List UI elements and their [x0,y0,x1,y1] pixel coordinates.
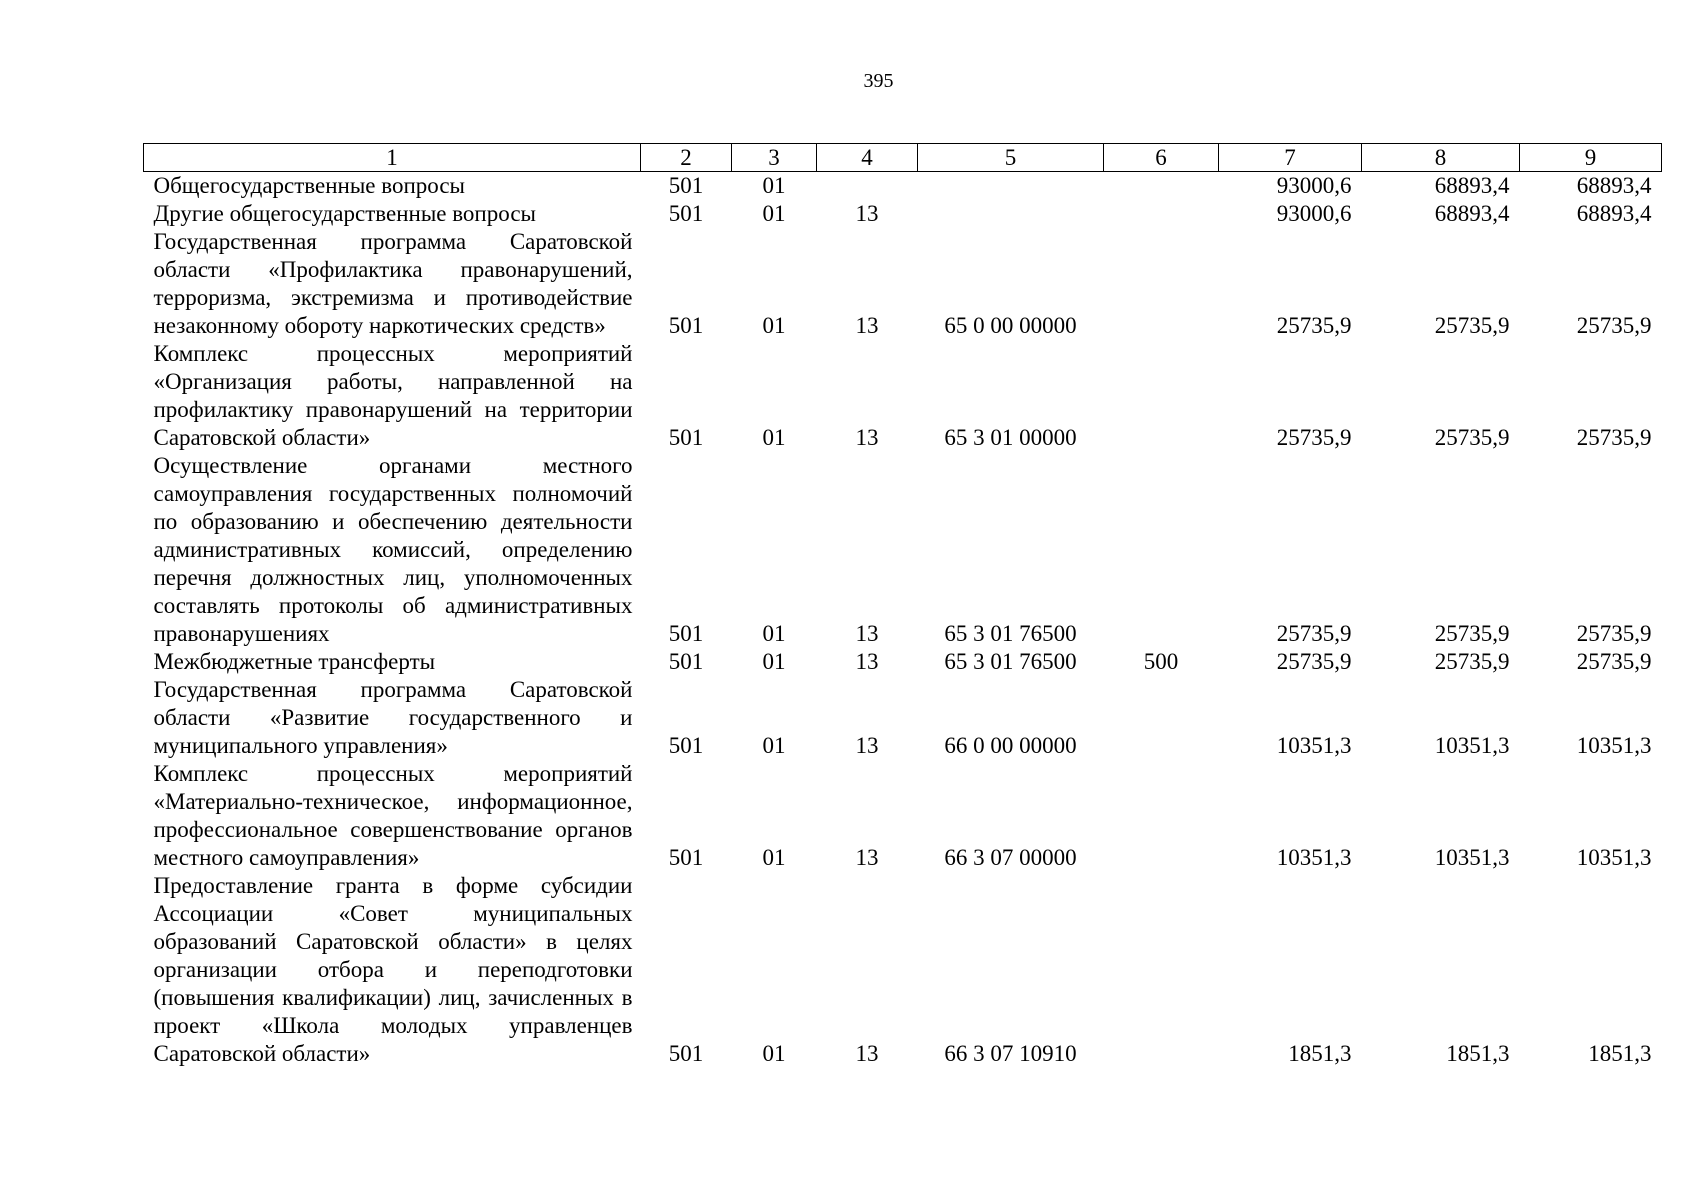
cell-col-4: 13 [855,1041,879,1066]
cell-col-4: 13 [855,425,879,450]
cell-col-6 [1104,872,1219,1068]
cell-col-3: 01 [762,621,786,646]
cell-col-8: 25735,9 [1434,649,1510,674]
cell-col-3: 01 [762,201,786,226]
cell-col-9: 25735,9 [1576,425,1652,450]
cell-col-9: 68893,4 [1576,173,1652,198]
column-header-4: 4 [817,144,918,172]
cell-col-7: 25735,9 [1276,425,1352,450]
cell-col-5: 65 3 01 76500 [944,621,1077,646]
cell-col-8: 68893,4 [1434,201,1510,226]
row-name: Другие общегосударственные вопросы [153,201,536,226]
row-name: Общегосударственные вопросы [153,173,465,198]
table-row [144,340,1662,452]
row-name: Осуществление органами местного самоуправления государственных полномочий по образованию и обеспечению деятельности административных комиссий, определению перечня должностных лиц, уполномоченных составлять протоколы об административных правонарушениях [153,453,633,646]
cell-col-6 [1104,452,1219,648]
column-header-5: 5 [918,144,1104,172]
row-name: Государственная программа Саратовской области «Развитие государственного и муниципального управления» [153,677,633,758]
cell-col-5: 65 3 01 76500 [944,649,1077,674]
cell-col-7: 10351,3 [1276,845,1352,870]
cell-col-8: 25735,9 [1434,621,1510,646]
cell-col-3: 01 [762,1041,786,1066]
cell-col-2: 501 [668,425,704,450]
cell-col-3: 01 [762,173,786,198]
budget-table [143,143,1662,1068]
column-header-6: 6 [1104,144,1219,172]
column-header-3: 3 [732,144,817,172]
cell-col-5: 65 3 01 00000 [944,425,1077,450]
cell-col-8: 25735,9 [1434,425,1510,450]
cell-col-8: 10351,3 [1434,733,1510,758]
cell-col-4 [817,172,918,201]
cell-col-8: 1851,3 [1446,1041,1510,1066]
cell-col-9: 25735,9 [1576,313,1652,338]
cell-col-9: 25735,9 [1576,649,1652,674]
table-row [144,200,1662,228]
cell-col-9: 1851,3 [1588,1041,1652,1066]
cell-col-3: 01 [762,845,786,870]
cell-col-6 [1104,228,1219,340]
cell-col-4: 13 [855,621,879,646]
cell-col-2: 501 [668,313,704,338]
cell-col-5: 66 3 07 00000 [944,845,1077,870]
table-row [144,452,1662,648]
cell-col-7: 93000,6 [1276,173,1352,198]
cell-col-8: 25735,9 [1434,313,1510,338]
page-number: 395 [863,70,894,92]
row-name: Предоставление гранта в форме субсидии Ассоциации «Совет муниципальных образований Саратовской области» в целях организации отбора и переподготовки (повышения квалификации) лиц, зачисленных в проект «Школа молодых управленцев Саратовской области» [153,873,633,1066]
cell-col-6 [1104,760,1219,872]
cell-col-7: 25735,9 [1276,313,1352,338]
cell-col-5: 66 3 07 10910 [944,1041,1077,1066]
cell-col-9: 68893,4 [1576,201,1652,226]
row-name: Комплекс процессных мероприятий «Организация работы, направленной на профилактику правонарушений на территории Саратовской области» [153,341,633,450]
column-header-9: 9 [1520,144,1662,172]
table-row [144,872,1662,1068]
table-header [144,144,1662,172]
cell-col-7: 25735,9 [1276,649,1352,674]
column-header-7: 7 [1219,144,1362,172]
cell-col-7: 1851,3 [1288,1041,1352,1066]
cell-col-7: 93000,6 [1276,201,1352,226]
table-body [144,172,1662,1069]
cell-col-6: 500 [1143,649,1179,674]
column-header-8: 8 [1362,144,1520,172]
table-row [144,172,1662,201]
table-row [144,676,1662,760]
cell-col-2: 501 [668,621,704,646]
cell-col-9: 10351,3 [1576,845,1652,870]
cell-col-2: 501 [668,649,704,674]
cell-col-6 [1104,172,1219,201]
cell-col-4: 13 [855,649,879,674]
cell-col-7: 25735,9 [1276,621,1352,646]
cell-col-9: 10351,3 [1576,733,1652,758]
cell-col-4: 13 [855,845,879,870]
cell-col-2: 501 [668,845,704,870]
cell-col-6 [1104,340,1219,452]
column-header-2: 2 [641,144,732,172]
cell-col-4: 13 [855,733,879,758]
cell-col-5: 66 0 00 00000 [944,733,1077,758]
cell-col-7: 10351,3 [1276,733,1352,758]
cell-col-6 [1104,676,1219,760]
cell-col-8: 10351,3 [1434,845,1510,870]
cell-col-4: 13 [855,201,879,226]
cell-col-5 [918,172,1104,201]
cell-col-6 [1104,200,1219,228]
table-row [144,648,1662,676]
cell-col-2: 501 [668,173,704,198]
cell-col-5: 65 0 00 00000 [944,313,1077,338]
table-row [144,760,1662,872]
row-name: Государственная программа Саратовской области «Профилактика правонарушений, терроризма, экстремизма и противодействие незаконному обороту наркотических средств» [153,229,633,338]
cell-col-5 [918,200,1104,228]
table-row [144,228,1662,340]
cell-col-8: 68893,4 [1434,173,1510,198]
row-name: Комплекс процессных мероприятий «Материально-техническое, информационное, профессиональное совершенствование органов местного самоуправления» [153,761,633,870]
cell-col-3: 01 [762,733,786,758]
cell-col-3: 01 [762,649,786,674]
column-header-1: 1 [144,144,641,172]
cell-col-3: 01 [762,313,786,338]
row-name: Межбюджетные трансферты [153,649,436,674]
cell-col-2: 501 [668,1041,704,1066]
cell-col-4: 13 [855,313,879,338]
cell-col-2: 501 [668,201,704,226]
cell-col-2: 501 [668,733,704,758]
cell-col-9: 25735,9 [1576,621,1652,646]
cell-col-3: 01 [762,425,786,450]
